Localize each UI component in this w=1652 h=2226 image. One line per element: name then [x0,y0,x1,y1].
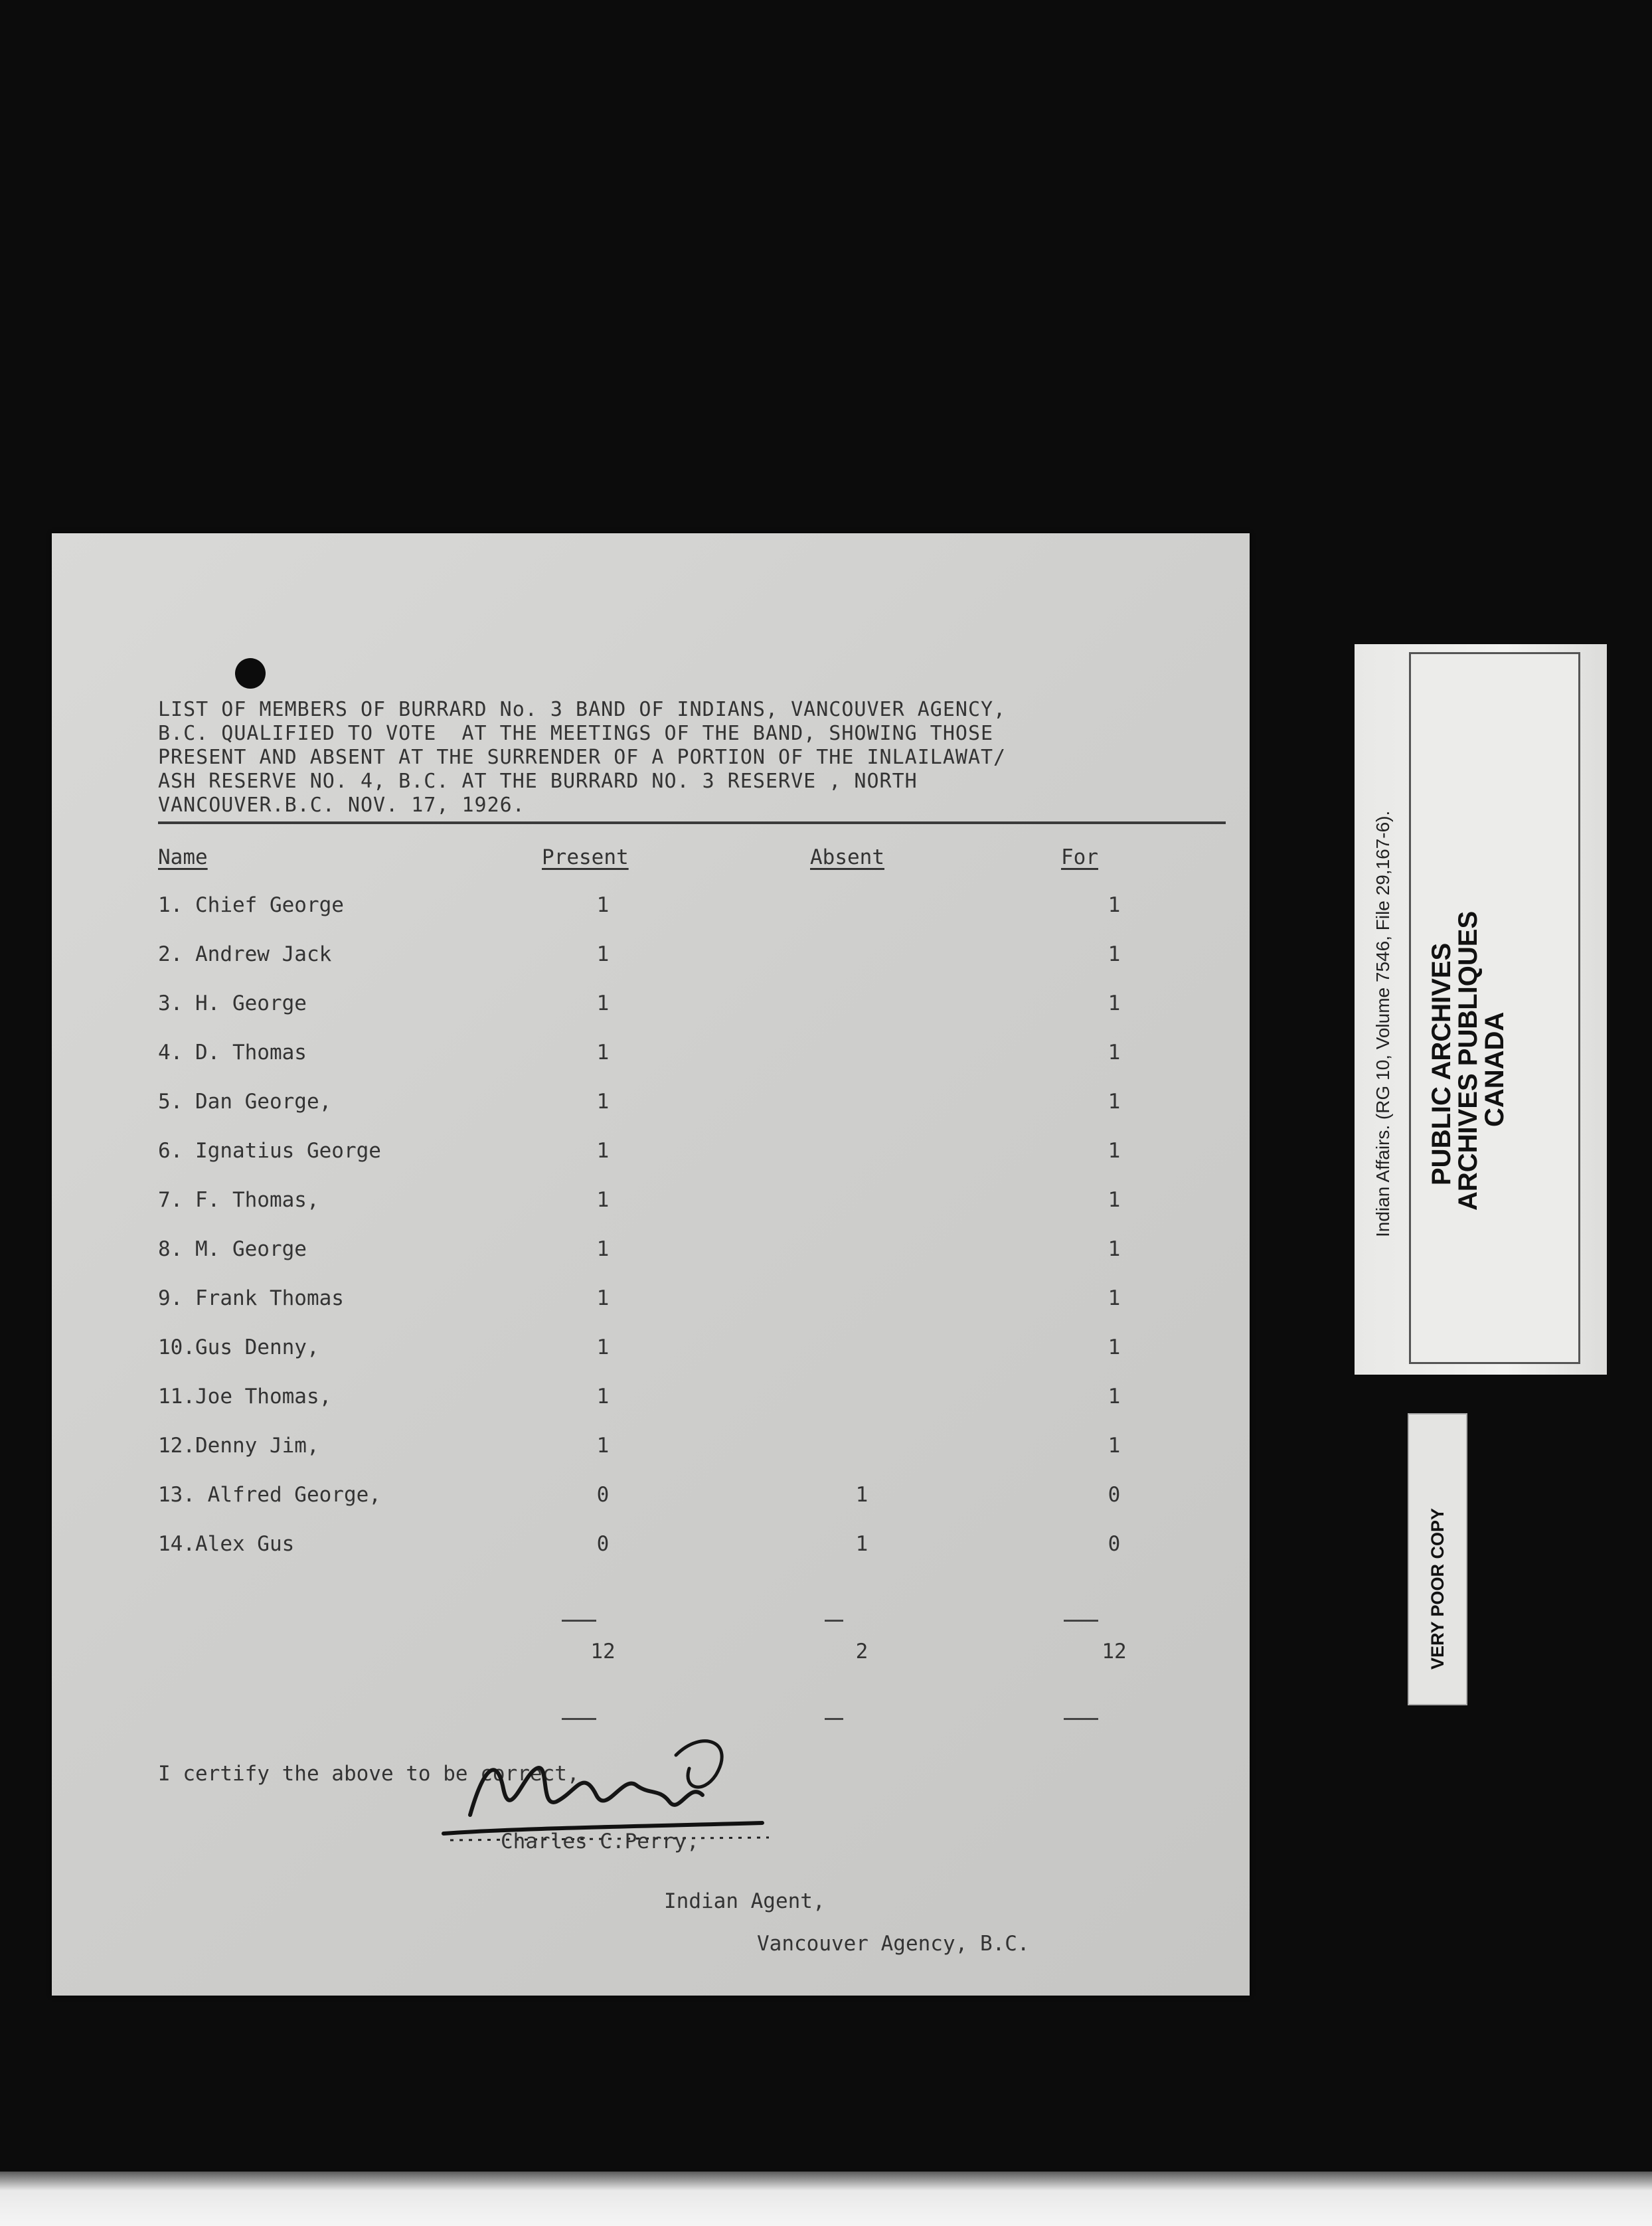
archive-reference: Indian Affairs. (RG 10, Volume 7546, File 29,167-6). [1372,810,1393,1237]
poor-copy-text: VERY POOR COPY [1428,1507,1447,1670]
for-value: 1 [1108,1237,1121,1261]
member-name: 3. H. George [158,991,307,1015]
total-rule-for-bottom [1064,1718,1098,1720]
table-row [52,1188,1250,1237]
member-name: 14.Alex Gus [158,1532,295,1556]
for-value: 1 [1108,1434,1121,1458]
present-value: 1 [596,1090,610,1114]
present-value: 0 [596,1483,610,1507]
present-value: 1 [596,1286,610,1310]
total-for: 12 [1102,1640,1127,1664]
header-for: For [1061,845,1098,869]
table-row [52,1483,1250,1532]
title-line: LIST OF MEMBERS OF BURRARD No. 3 BAND OF INDIANS, VANCOUVER AGENCY, [158,698,1007,721]
present-value: 1 [596,1434,610,1458]
header-name: Name [158,845,208,869]
present-value: 0 [596,1532,610,1556]
for-value: 1 [1108,942,1121,966]
document-page [52,533,1250,1996]
table-row [52,1237,1250,1286]
present-value: 1 [596,1188,610,1212]
member-name: 8. M. George [158,1237,307,1261]
signer-name: Charles C.Perry, [501,1830,699,1853]
header-present: Present [542,845,629,869]
title-line: ASH RESERVE NO. 4, B.C. AT THE BURRARD NO. 3 RESERVE , NORTH [158,770,918,793]
member-name: 4. D. Thomas [158,1041,307,1065]
member-name: 5. Dan George, [158,1090,332,1114]
for-value: 1 [1108,1090,1121,1114]
signer-agency: Vancouver Agency, B.C. [757,1932,1030,1956]
total-rule-present-top [562,1620,596,1622]
archive-name-fr: ARCHIVES PUBLIQUES [1453,910,1483,1211]
absent-value: 1 [855,1483,868,1507]
archive-label-frame [1372,652,1580,1364]
for-value: 1 [1108,893,1121,917]
certification-statement: I certify the above to be correct, [158,1762,580,1786]
for-value: 1 [1108,1041,1121,1065]
table-row [52,1090,1250,1139]
for-value: 1 [1108,1139,1121,1163]
table-row [52,1385,1250,1434]
table-row [52,1335,1250,1385]
archive-label [1355,644,1607,1375]
present-value: 1 [596,1385,610,1409]
present-value: 1 [596,1139,610,1163]
member-name: 13. Alfred George, [158,1483,381,1507]
archive-name-en: PUBLIC ARCHIVES [1427,942,1456,1185]
total-rule-present-bottom [562,1718,596,1720]
poor-copy-stamp [1408,1413,1467,1705]
table-row [52,1139,1250,1188]
for-value: 0 [1108,1532,1121,1556]
member-name: 11.Joe Thomas, [158,1385,332,1409]
present-value: 1 [596,1041,610,1065]
for-value: 1 [1108,991,1121,1015]
punch-hole [235,658,266,689]
member-name: 1. Chief George [158,893,344,917]
for-value: 0 [1108,1483,1121,1507]
table-row [52,942,1250,991]
present-value: 1 [596,893,610,917]
table-row [52,1434,1250,1483]
present-value: 1 [596,991,610,1015]
member-name: 6. Ignatius George [158,1139,381,1163]
title-line: B.C. QUALIFIED TO VOTE AT THE MEETINGS OF THE BAND, SHOWING THOSE [158,722,994,745]
table-row [52,893,1250,942]
table-row [52,1532,1250,1581]
present-value: 1 [596,942,610,966]
absent-value: 1 [855,1532,868,1556]
total-rule-absent-bottom [825,1718,843,1720]
table-row [52,1286,1250,1335]
member-name: 2. Andrew Jack [158,942,332,966]
header-absent: Absent [810,845,884,869]
for-value: 1 [1108,1335,1121,1359]
archive-country: CANADA [1480,1011,1509,1127]
title-underline [158,821,1226,824]
for-value: 1 [1108,1286,1121,1310]
title-line: VANCOUVER.B.C. NOV. 17, 1926. [158,794,525,817]
table-row [52,991,1250,1041]
table-row [52,1041,1250,1090]
totals-row [52,1640,1250,1689]
for-value: 1 [1108,1188,1121,1212]
present-value: 1 [596,1237,610,1261]
total-rule-absent-top [825,1620,843,1622]
signer-role: Indian Agent, [664,1889,825,1913]
title-line: PRESENT AND ABSENT AT THE SURRENDER OF A PORTION OF THE INLAILAWAT/ [158,746,1007,769]
member-name: 12.Denny Jim, [158,1434,319,1458]
member-name: 9. Frank Thomas [158,1286,344,1310]
total-rule-for-top [1064,1620,1098,1622]
present-value: 1 [596,1335,610,1359]
total-present: 12 [590,1640,616,1664]
film-edge [0,2172,1652,2226]
total-absent: 2 [855,1640,868,1664]
member-name: 7. F. Thomas, [158,1188,319,1212]
for-value: 1 [1108,1385,1121,1409]
document-title [158,698,1234,817]
member-name: 10.Gus Denny, [158,1335,319,1359]
